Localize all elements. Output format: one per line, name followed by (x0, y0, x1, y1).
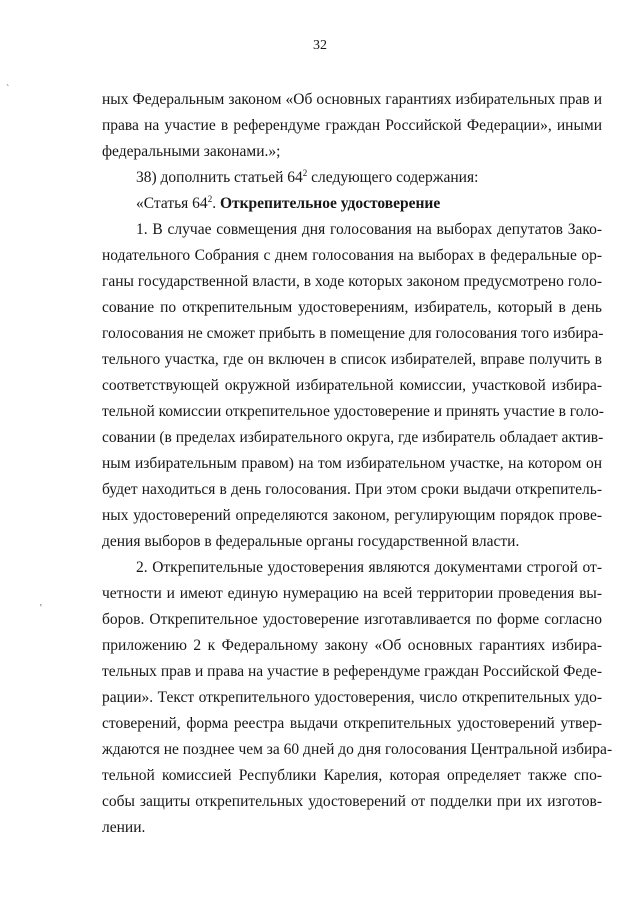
article-heading (136, 195, 602, 213)
text-line: рации». Текст открепительного удостоверения, число открепительных удо- (102, 689, 602, 706)
article-dot: . (212, 195, 220, 212)
scan-mark: ' (40, 603, 42, 614)
text-line: тельного участка, где он включен в список избирателей, вправе получить в (102, 351, 602, 368)
text-line: собы защиты открепительных удостоверений от подделки при их изготов- (102, 793, 602, 810)
text-line: тельных прав и права на участие в референдуме граждан Российской Феде- (102, 663, 602, 680)
text-line: ных удостоверений определяются законом, регулирующим порядок прове- (102, 507, 602, 524)
text-line: федеральными законами.»; (102, 143, 281, 160)
text-line: ных Федеральным законом «Об основных гарантиях избирательных прав и (102, 91, 602, 108)
text-line: ганы государственной власти, в ходе которых законом предусмотрено голо- (102, 273, 602, 290)
text-line: совании (в пределах избирательного округа, где избиратель обладает актив- (102, 429, 604, 446)
text-line: стоверений, форма реестра выдачи открепительных удостоверений утвер- (102, 715, 602, 732)
amendment-item-38 (136, 169, 602, 187)
text-line: ждаются не позднее чем за 60 дней до дня голосования Центральной избира- (102, 741, 613, 758)
article-superscript: 2 (207, 194, 213, 204)
text-line: будет находиться в день голосования. При этом сроки выдачи открепитель- (102, 481, 602, 498)
item38-text: 38) дополнить статьей 64 (136, 169, 303, 186)
text-line: четности и имеют единую нумерацию на всей территории проведения вы- (102, 585, 602, 602)
item38-superscript: 2 (302, 168, 308, 178)
text-line: 1. В случае совмещения дня голосования на выборах депутатов Зако- (136, 221, 602, 238)
article-prefix: «Статья 64 (136, 195, 208, 212)
text-line: дения выборов в федеральные органы государственной власти. (102, 533, 520, 550)
text-line: приложению 2 к Федеральному закону «Об основных гарантиях избира- (102, 637, 602, 654)
scan-mark: ` (6, 84, 10, 95)
text-line: 2. Открепительные удостоверения являются документами строгой от- (136, 559, 602, 576)
text-line: лении. (102, 819, 146, 836)
article-title: Открепительное удостоверение (219, 195, 441, 212)
text-line: голосования не сможет прибыть в помещение для голосования того избира- (102, 325, 604, 342)
page-number: 32 (313, 38, 327, 53)
item38-text-end: следующего содержания: (307, 169, 479, 186)
text-line: соответствующей окружной избирательной комиссии, участковой избира- (102, 377, 602, 394)
text-line: нодательного Собрания с днем голосования на выборах в федеральные ор- (102, 247, 602, 264)
text-line: тельной комиссии открепительное удостоверение и принять участие в голо- (102, 403, 604, 420)
text-line: права на участие в референдуме граждан Российской Федерации», иными (102, 117, 602, 134)
text-line: сование по открепительным удостоверениям, избиратель, который в день (102, 299, 602, 316)
text-line: боров. Открепительное удостоверение изготавливается по форме согласно (102, 611, 602, 628)
text-line: тельной комиссией Республики Карелия, которая определяет также спо- (102, 767, 602, 784)
text-line: ным избирательным правом) на том избирательном участке, на котором он (102, 455, 602, 472)
